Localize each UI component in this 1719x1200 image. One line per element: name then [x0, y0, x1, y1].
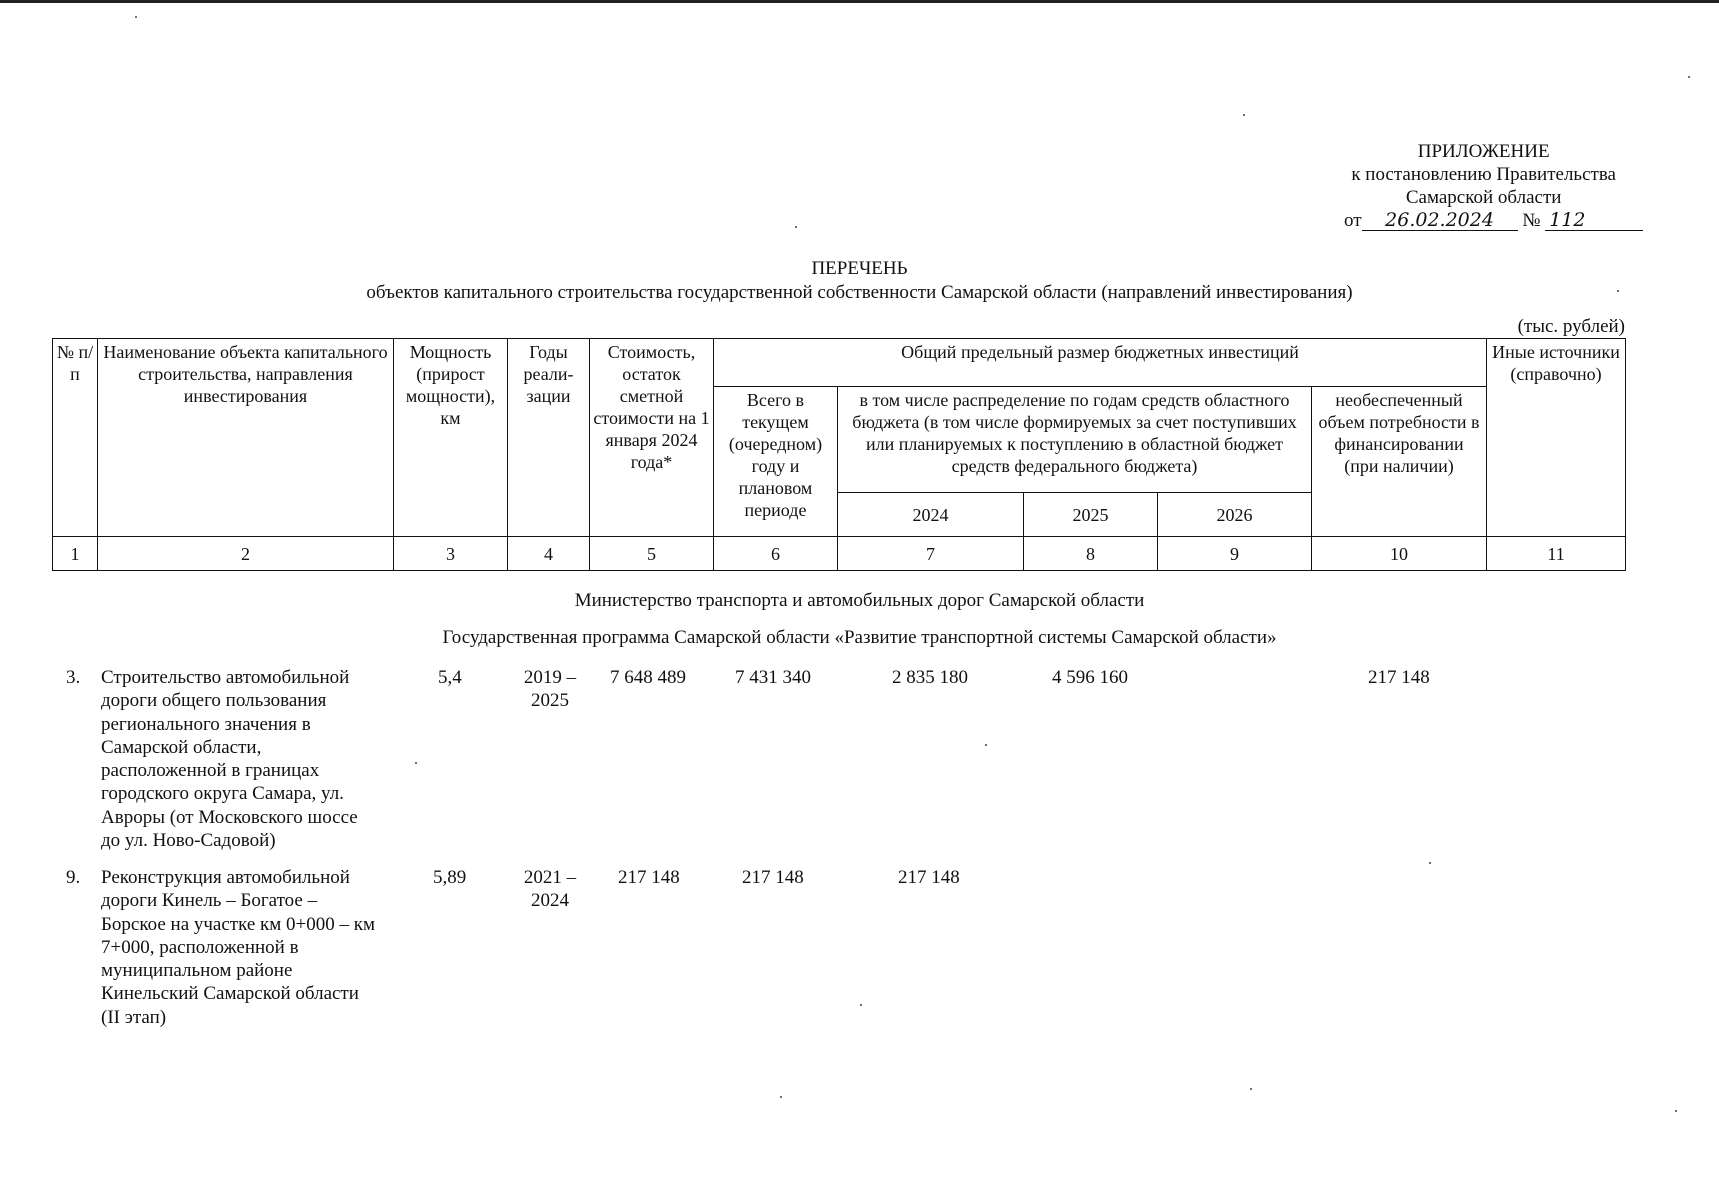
- header-capacity: Мощность (прирост мощности), км: [394, 339, 508, 537]
- column-number: 3: [394, 537, 508, 571]
- row-2024: 217 148: [898, 867, 960, 888]
- appendix-title: ПРИЛОЖЕНИЕ: [1417, 141, 1550, 162]
- header-cost: Стоимость, остаток сметной стоимости на 1 января 2024 года*: [590, 339, 714, 537]
- header-name: Наименование объекта капитального строительства, направления инвестирования: [98, 339, 394, 537]
- appendix-line-1: к постановлению Правительства: [1351, 164, 1616, 185]
- column-number: 2: [98, 537, 394, 571]
- header-table: [52, 338, 1626, 571]
- row-years: 2019 – 2025: [523, 667, 577, 712]
- column-number: 8: [1024, 537, 1158, 571]
- scan-speck: [985, 744, 987, 746]
- header-year-2024: 2024: [838, 493, 1024, 537]
- header-budget-group: Общий предельный размер бюджетных инвестиций: [714, 339, 1487, 387]
- appendix-line-2: Самарской области: [1405, 187, 1562, 208]
- row-number: 9.: [66, 867, 81, 888]
- program-heading: Государственная программа Самарской области «Развитие транспортной системы Самарской области»: [442, 627, 1277, 648]
- units-label: (тыс. рублей): [1517, 316, 1625, 337]
- scan-speck: [780, 1096, 782, 1098]
- scan-speck: [795, 226, 797, 228]
- from-label: от: [1344, 210, 1362, 231]
- header-unsecured: необеспеченный объем потребности в финансировании (при наличии): [1312, 387, 1487, 537]
- row-total: 7 431 340: [735, 667, 811, 688]
- row-capacity: 5,89: [433, 867, 467, 888]
- row-unsecured: 217 148: [1368, 667, 1430, 688]
- handwritten-number: 112: [1545, 210, 1643, 231]
- document-title: ПЕРЕЧЕНЬ: [811, 258, 908, 279]
- number-label: №: [1522, 210, 1541, 231]
- scan-speck: [1243, 114, 1245, 116]
- column-number: 10: [1312, 537, 1487, 571]
- column-number: 11: [1487, 537, 1626, 571]
- row-object-name: Строительство автомобильной дороги общего пользования регионального значения в Самарской области, расположенной в границах городского округа Самара, ул. Авроры (от Московского шоссе до ул. Ново-Садовой): [101, 667, 358, 852]
- header-other-sources: Иные источники (справочно): [1487, 339, 1626, 537]
- header-year-2026: 2026: [1158, 493, 1312, 537]
- header-years: Годы реали-зации: [508, 339, 590, 537]
- scan-speck: [1688, 76, 1690, 78]
- scan-speck: [135, 16, 137, 18]
- column-number: 5: [590, 537, 714, 571]
- row-2025: 4 596 160: [1052, 667, 1128, 688]
- scan-speck: [1250, 1088, 1252, 1090]
- handwritten-date: 26.02.2024: [1362, 210, 1518, 231]
- document-subtitle: объектов капитального строительства государственной собственности Самарской области (направлений инвестирования): [366, 282, 1353, 303]
- column-number: 7: [838, 537, 1024, 571]
- column-number: 6: [714, 537, 838, 571]
- row-total: 217 148: [742, 867, 804, 888]
- appendix-block: [1351, 140, 1616, 209]
- appendix-date-number: [1344, 210, 1643, 232]
- column-number: 1: [53, 537, 98, 571]
- row-capacity: 5,4: [438, 667, 462, 688]
- header-distribution: в том числе распределение по годам средств областного бюджета (в том числе формируемых за счет поступивших или планируемых к поступлению в областной бюджет средств федерального бюджета): [838, 387, 1312, 493]
- scan-speck: [415, 762, 417, 764]
- column-number: 9: [1158, 537, 1312, 571]
- row-2024: 2 835 180: [892, 667, 968, 688]
- row-cost: 7 648 489: [610, 667, 686, 688]
- header-year-2025: 2025: [1024, 493, 1158, 537]
- row-years: 2021 – 2024: [523, 867, 577, 912]
- scan-speck: [1429, 862, 1431, 864]
- column-number: 4: [508, 537, 590, 571]
- row-cost: 217 148: [618, 867, 680, 888]
- scan-top-edge: [0, 0, 1719, 3]
- scan-speck: [1617, 290, 1619, 292]
- row-number: 3.: [66, 667, 81, 688]
- header-total: Всего в текущем (очередном) году и плановом периоде: [714, 387, 838, 537]
- header-num: № п/п: [53, 339, 98, 537]
- scan-speck: [1675, 1110, 1677, 1112]
- ministry-heading: Министерство транспорта и автомобильных дорог Самарской области: [574, 590, 1145, 611]
- row-object-name: Реконструкция автомобильной дороги Кинель – Богатое – Борское на участке км 0+000 – км 7+000, расположенной в муниципальном районе Кинельский Самарской области (II этап): [101, 867, 376, 1028]
- scan-speck: [860, 1004, 862, 1006]
